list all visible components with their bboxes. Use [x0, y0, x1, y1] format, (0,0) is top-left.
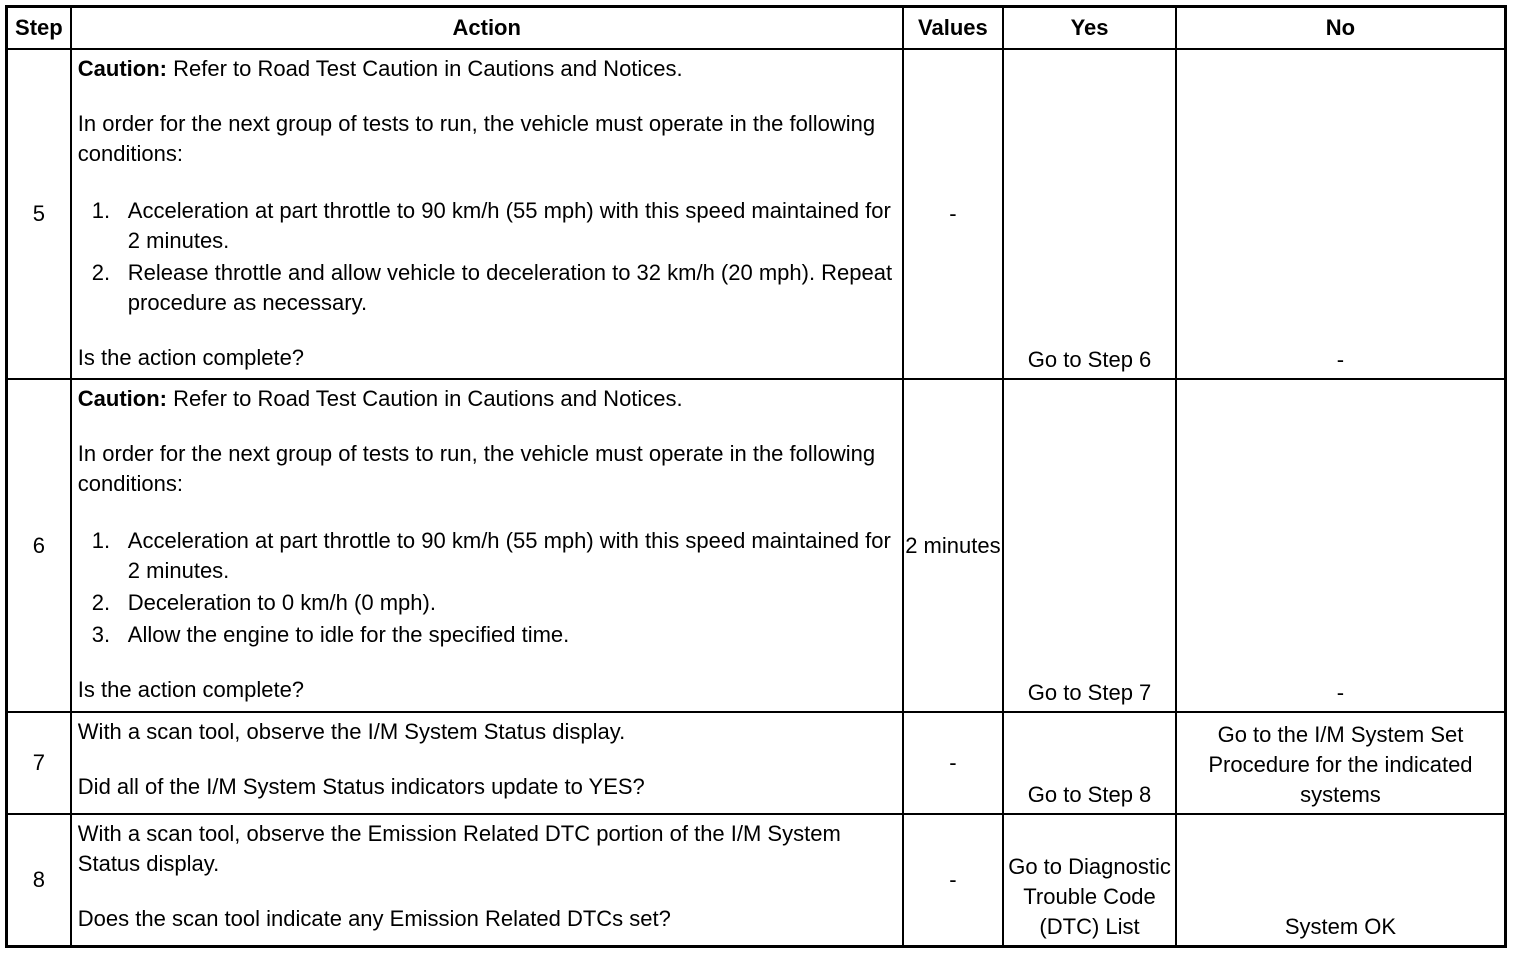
step-number: 6 — [7, 379, 71, 712]
header-no: No — [1176, 7, 1506, 50]
values-cell: - — [903, 712, 1003, 814]
caution-label: Caution: — [77, 56, 167, 81]
action-intro: In order for the next group of tests to run, the vehicle must operate in the following conditions: — [77, 111, 876, 166]
diagnostic-table — [5, 5, 1507, 948]
list-item: 3. Allow the engine to idle for the specified time. — [91, 622, 570, 647]
action-question: Is the action complete? — [77, 345, 305, 370]
step-number: 7 — [7, 712, 71, 814]
action-cell — [71, 814, 903, 946]
action-cell — [71, 49, 903, 379]
caution-line — [78, 384, 896, 414]
caution-text: Refer to Road Test Caution in Cautions and Notices. — [167, 56, 683, 81]
table-row-step-7 — [7, 712, 1506, 814]
action-intro: In order for the next group of tests to run, the vehicle must operate in the following conditions: — [77, 441, 876, 496]
caution-label: Caution: — [77, 386, 167, 411]
action-cell — [71, 712, 903, 814]
action-intro: With a scan tool, observe the I/M System Status display. — [77, 719, 626, 744]
values-cell: - — [903, 814, 1003, 946]
table-row-step-6 — [7, 379, 1506, 712]
no-cell: - — [1176, 49, 1506, 379]
step-number: 5 — [7, 49, 71, 379]
caution-line — [78, 54, 896, 84]
header-yes: Yes — [1003, 7, 1176, 50]
header-step: Step — [7, 7, 71, 50]
action-question: Did all of the I/M System Status indicators update to YES? — [77, 774, 645, 799]
list-item: 2. Deceleration to 0 km/h (0 mph). — [91, 590, 436, 615]
table-row-step-8 — [7, 814, 1506, 946]
yes-cell: Go to Diagnostic Trouble Code (DTC) List — [1003, 814, 1176, 946]
action-intro: With a scan tool, observe the Emission Related DTC portion of the I/M System Status display. — [77, 821, 841, 876]
yes-cell: Go to Step 8 — [1003, 712, 1176, 814]
condition-list — [78, 196, 896, 318]
condition-list — [78, 526, 896, 650]
caution-text: Refer to Road Test Caution in Cautions and Notices. — [167, 386, 683, 411]
no-cell: - — [1176, 379, 1506, 712]
table-row-step-5 — [7, 49, 1506, 379]
no-cell: Go to the I/M System Set Procedure for the indicated systems — [1176, 712, 1506, 814]
values-cell: - — [903, 49, 1003, 379]
header-action: Action — [71, 7, 903, 50]
action-question: Does the scan tool indicate any Emission Related DTCs set? — [77, 906, 671, 931]
yes-cell: Go to Step 6 — [1003, 49, 1176, 379]
list-item: 1. Acceleration at part throttle to 90 km/h (55 mph) with this speed maintained for 2 minutes. — [91, 198, 891, 253]
header-values: Values — [903, 7, 1003, 50]
list-item: 2. Release throttle and allow vehicle to deceleration to 32 km/h (20 mph). Repeat procedure as necessary. — [91, 260, 893, 315]
step-number: 8 — [7, 814, 71, 946]
values-cell: 2 minutes — [903, 379, 1003, 712]
header-row — [7, 7, 1506, 50]
no-cell: System OK — [1176, 814, 1506, 946]
action-question: Is the action complete? — [77, 677, 305, 702]
list-item: 1. Acceleration at part throttle to 90 km/h (55 mph) with this speed maintained for 2 minutes. — [91, 528, 891, 583]
yes-cell: Go to Step 7 — [1003, 379, 1176, 712]
action-cell — [71, 379, 903, 712]
